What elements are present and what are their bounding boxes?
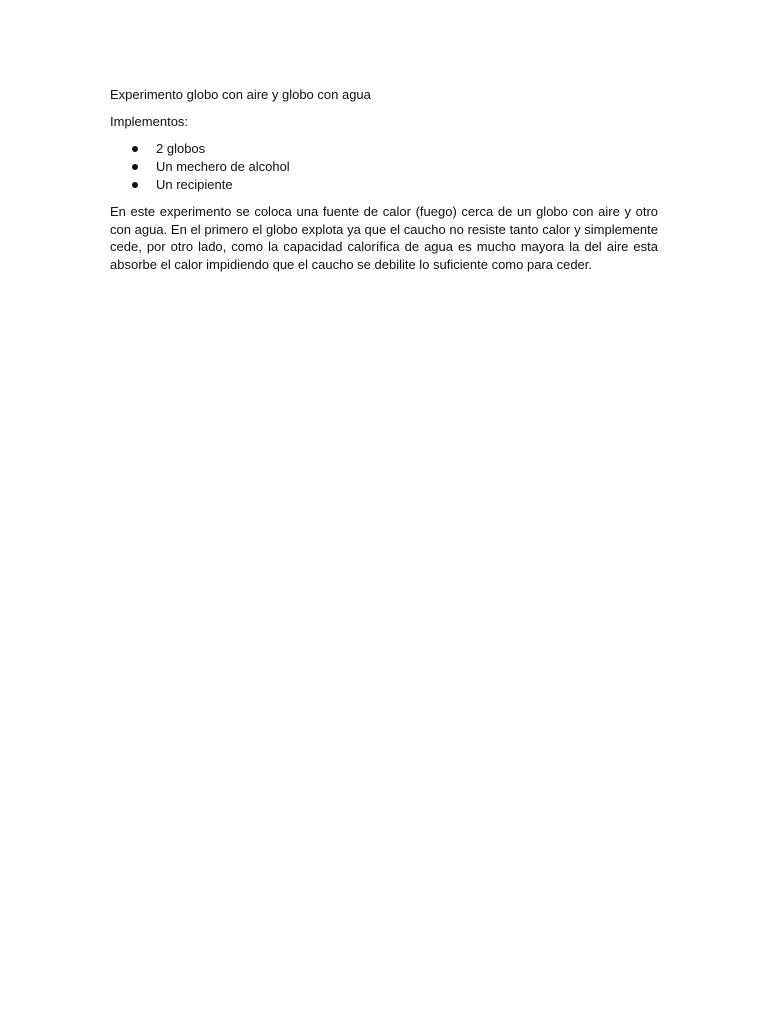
bullet-icon: [132, 146, 138, 152]
list-item-text: Un mechero de alcohol: [156, 159, 290, 174]
list-item: [110, 176, 658, 194]
list-item: [110, 158, 658, 176]
implements-list: [110, 140, 658, 194]
list-item-text: 2 globos: [156, 141, 206, 156]
bullet-icon: [132, 182, 138, 188]
list-item-text: Un recipiente: [156, 177, 233, 192]
list-item: [110, 140, 658, 158]
document-content: [110, 86, 658, 273]
body-paragraph: En este experimento se coloca una fuente de calor (fuego) cerca de un globo con aire y otro con agua. En el primero el globo explota ya que el caucho no resiste tanto calor y simplemente cede, por otro lado, como la capacidad calorífica de agua es mucho mayora la del aire esta absorbe el calor impidiendo que el caucho se debilite lo suficiente como para ceder.: [110, 204, 658, 272]
document-title: Experimento globo con aire y globo con agua: [110, 87, 371, 102]
implements-heading: Implementos:: [110, 113, 189, 129]
bullet-icon: [132, 164, 138, 170]
